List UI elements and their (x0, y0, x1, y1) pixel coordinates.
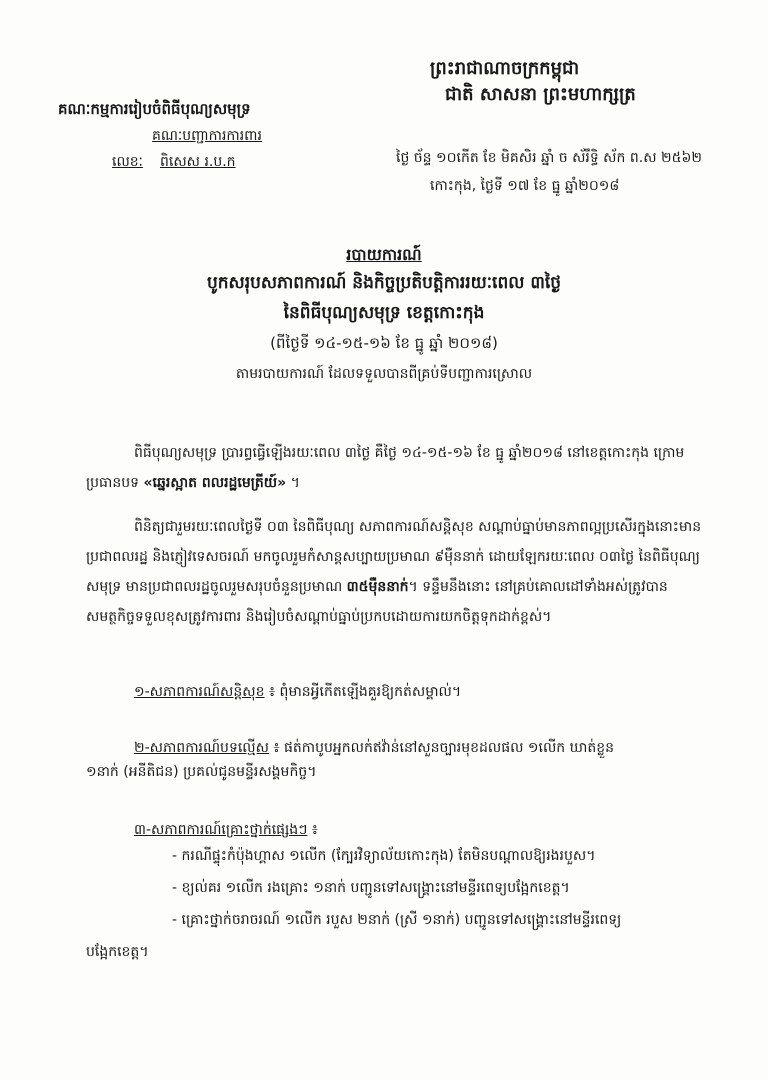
section-security-heading: ១-សភាពការណ៍សន្តិសុខ (134, 684, 265, 700)
section-security: ១-សភាពការណ៍សន្តិសុខ ៖ ពុំមានអ្វីកើតឡើងគួរឱ្យកត់សម្គាល់។ (134, 684, 462, 700)
report-subtitle: បូកសរុបសភាពការណ៍ និងកិច្ចប្រតិបត្តិការរយៈពេល ៣ថ្ងៃ (206, 273, 562, 293)
sub-committee-name: គណៈបញ្ជាការការពារ (152, 128, 262, 144)
total-attendance: ៣៥ម៉ឺននាក់ (346, 579, 409, 595)
list-item: - គ្រោះថ្នាក់ចរាចរណ៍ ១លើក របួស ២នាក់ (ស្រី ១នាក់) បញ្ជូនទៅសង្គ្រោះនៅមន្ទីរពេទ្យ (172, 912, 622, 928)
place-and-date: កោះកុង, ថ្ងៃទី ១៧ ខែ ធ្នូ ឆ្នាំ២០១៨ (430, 178, 620, 194)
lunar-date: ថ្ងៃ ច័ន្ទ ១០កើត ខែ មិគសិរ ឆ្នាំ ច ស័រឹទ្ធិ ស័ក ព.ស ២៥៦២ (396, 150, 702, 166)
report-source: តាមរបាយការណ៍ ដែលទទួលបានពីគ្រប់ទីបញ្ជាការស្រោល (235, 366, 533, 382)
motto-heading: ជាតិ សាសនា ព្រះមហាក្សត្រ (445, 84, 636, 105)
reference-number: ពិសេស រ.ប.ក (160, 154, 236, 170)
section-crime-heading: ២-សភាពការណ៍បទល្មើស (134, 740, 269, 756)
event-theme: «ឆ្នេរស្អាត ពលរដ្ឋមេត្រីយ៍» (143, 475, 287, 491)
committee-name: គណៈកម្មការរៀបចំពិធីបុណ្យសមុទ្រ (58, 100, 251, 118)
list-item: - ករណីផ្ទុះកំប៉ុងហ្គាស ១លើក (ក្បែរវិទ្យាល័យកោះកុង) តែមិនបណ្តាលឱ្យរងរបួស។ (172, 848, 596, 864)
report-period: (ពីថ្ងៃទី ១៤-១៥-១៦ ខែ ធ្នូ ឆ្នាំ ២០១៨) (270, 334, 498, 352)
section-crime: ២-សភាពការណ៍បទល្មើស ៖ ផត់កាបូបអ្នកលក់ឥវ៉ាន់នៅសួនច្បារមុខដលផល ១លើក ឃាត់ខ្លួន (134, 740, 615, 756)
list-item: - ខ្យល់គរ ១លើក រងគ្រោះ ១នាក់ បញ្ជូនទៅសង្គ្រោះនៅមន្ទីរពេទ្យបង្អែកខេត្ត។ (172, 880, 570, 896)
section-crime-continued: ១នាក់ (អនីតិជន) ប្រគល់ជូនមន្ទីរសង្គមកិច្ច។ (86, 764, 317, 780)
reference-label: លេខៈ (112, 154, 143, 170)
paragraph-intro: ពិធីបុណ្យសមុទ្រ ប្រារព្ធធ្វើឡើងរយៈពេល ៣ថ្ងៃ គឺថ្ងៃ ១៤-១៥-១៦ ខែ ធ្នូ ឆ្នាំ២០១៨ នៅខេត្តកោះកុង ក្រោមប្រធានបទ «ឆ្នេរស្អាត ពលរដ្ឋមេត្រីយ៍» ។ (86, 445, 685, 491)
section-accidents-heading: ៣-សភាពការណ៍គ្រោះថ្នាក់ផ្សេងៗ (134, 822, 308, 838)
report-event: នៃពិធីបុណ្យសមុទ្រ ខេត្តកោះកុង (283, 303, 485, 323)
section-accidents: ៣-សភាពការណ៍គ្រោះថ្នាក់ផ្សេងៗ ៖ (134, 822, 318, 838)
kingdom-heading: ព្រះរាជាណាចក្រកម្ពុជា (430, 58, 580, 79)
paragraph-overview: ពិនិត្យជារួមរយៈពេលថ្ងៃទី ០៣ នៃពិធីបុណ្យ សភាពការណ៍សន្តិសុខ សណ្តាប់ធ្នាប់មានភាពល្អប្រសើរក្នុងនោះមានប្រជាពលរដ្ឋ និងភ្ញៀវទេសចរណ៍ មកចូលរួមកំសាន្តសប្បាយប្រមាណ ៩ម៉ឺននាក់ ដោយឡែករយៈពេល ០៣ថ្ងៃ នៃពិធីបុណ្យសមុទ្រ មានប្រជាពលរដ្ឋចូលរួមសរុបចំនួនប្រមាណ ៣៥ម៉ឺននាក់។ ទន្ទឹមនឹងនោះ នៅគ្រប់គោលដៅទាំងអស់ត្រូវបានសមត្ថកិច្ចទទួលខុសត្រូវការពារ និងរៀបចំសណ្តាប់ធ្នាប់ប្រកបដោយការយកចិត្តទុកដាក់ខ្ពស់។ (86, 519, 702, 625)
list-item-continued: បង្អែកខេត្ត។ (86, 944, 149, 960)
report-title: របាយការណ៍ (346, 245, 422, 264)
